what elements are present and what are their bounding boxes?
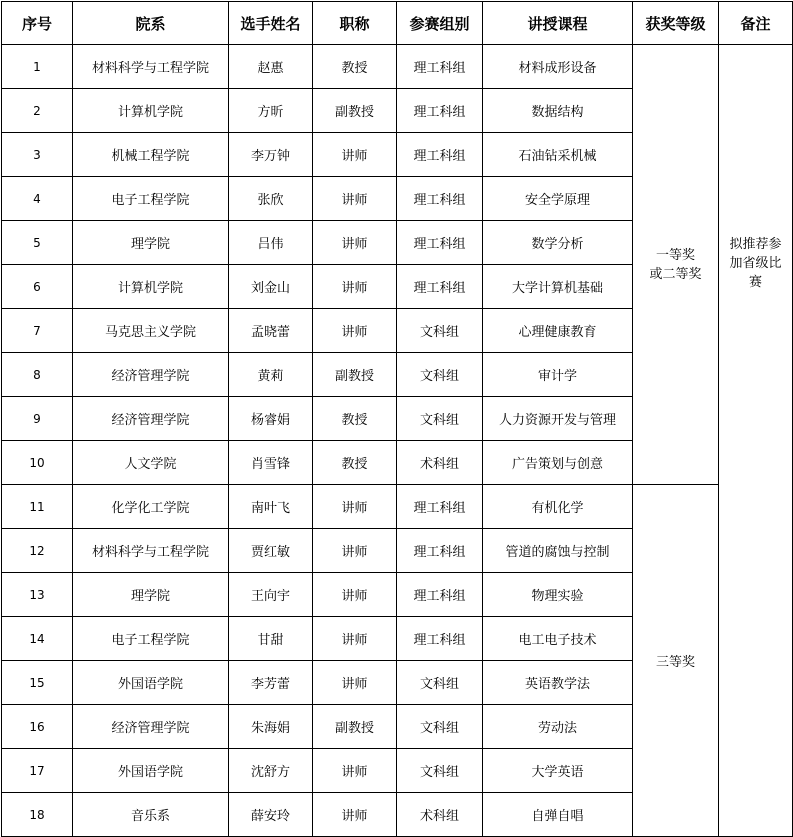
cell-course: 电工电子技术	[483, 617, 633, 661]
cell-dept: 人文学院	[73, 441, 229, 485]
cell-no: 13	[2, 573, 73, 617]
cell-no: 5	[2, 221, 73, 265]
cell-course: 审计学	[483, 353, 633, 397]
header-cell-note: 备注	[719, 2, 793, 45]
cell-no: 9	[2, 397, 73, 441]
cell-no: 14	[2, 617, 73, 661]
cell-group: 文科组	[397, 309, 483, 353]
cell-group: 文科组	[397, 749, 483, 793]
cell-group: 理工科组	[397, 485, 483, 529]
cell-course: 劳动法	[483, 705, 633, 749]
cell-dept: 电子工程学院	[73, 617, 229, 661]
cell-name: 刘金山	[229, 265, 313, 309]
cell-course: 安全学原理	[483, 177, 633, 221]
cell-group: 术科组	[397, 441, 483, 485]
cell-title: 副教授	[313, 89, 397, 133]
cell-name: 王向宇	[229, 573, 313, 617]
cell-course: 心理健康教育	[483, 309, 633, 353]
cell-group: 理工科组	[397, 265, 483, 309]
cell-no: 1	[2, 45, 73, 89]
cell-dept: 经济管理学院	[73, 353, 229, 397]
cell-dept: 经济管理学院	[73, 705, 229, 749]
award-first-line2: 或二等奖	[649, 266, 702, 282]
cell-name: 张欣	[229, 177, 313, 221]
cell-name: 赵惠	[229, 45, 313, 89]
cell-no: 6	[2, 265, 73, 309]
cell-title: 讲师	[313, 749, 397, 793]
cell-group: 理工科组	[397, 529, 483, 573]
cell-no: 17	[2, 749, 73, 793]
cell-group: 理工科组	[397, 573, 483, 617]
cell-course: 物理实验	[483, 573, 633, 617]
award-first-line1: 一等奖	[655, 247, 695, 263]
cell-dept: 计算机学院	[73, 89, 229, 133]
cell-course: 英语教学法	[483, 661, 633, 705]
cell-no: 3	[2, 133, 73, 177]
cell-no: 2	[2, 89, 73, 133]
header-cell-course: 讲授课程	[483, 2, 633, 45]
cell-name: 沈舒方	[229, 749, 313, 793]
cell-title: 讲师	[313, 793, 397, 837]
cell-group: 理工科组	[397, 133, 483, 177]
cell-group: 文科组	[397, 705, 483, 749]
cell-title: 讲师	[313, 221, 397, 265]
cell-name: 孟晓蕾	[229, 309, 313, 353]
cell-group: 理工科组	[397, 89, 483, 133]
cell-no: 18	[2, 793, 73, 837]
cell-course: 人力资源开发与管理	[483, 397, 633, 441]
cell-name: 杨睿娟	[229, 397, 313, 441]
note-line2: 加省级比	[729, 256, 782, 271]
cell-group: 文科组	[397, 397, 483, 441]
cell-group: 文科组	[397, 661, 483, 705]
cell-group: 理工科组	[397, 221, 483, 265]
cell-name: 南叶飞	[229, 485, 313, 529]
cell-title: 讲师	[313, 617, 397, 661]
cell-no: 11	[2, 485, 73, 529]
cell-name: 朱海娟	[229, 705, 313, 749]
cell-no: 7	[2, 309, 73, 353]
cell-course: 数据结构	[483, 89, 633, 133]
cell-no: 10	[2, 441, 73, 485]
cell-course: 数学分析	[483, 221, 633, 265]
cell-dept: 材料科学与工程学院	[73, 529, 229, 573]
cell-no: 16	[2, 705, 73, 749]
header-cell-group: 参赛组别	[397, 2, 483, 45]
cell-title: 教授	[313, 441, 397, 485]
cell-course: 材料成形设备	[483, 45, 633, 89]
cell-no: 8	[2, 353, 73, 397]
header-row	[2, 2, 793, 45]
cell-title: 讲师	[313, 265, 397, 309]
cell-name: 甘甜	[229, 617, 313, 661]
cell-dept: 理学院	[73, 221, 229, 265]
cell-dept: 计算机学院	[73, 265, 229, 309]
cell-dept: 材料科学与工程学院	[73, 45, 229, 89]
cell-title: 讲师	[313, 529, 397, 573]
cell-group: 文科组	[397, 353, 483, 397]
cell-no: 12	[2, 529, 73, 573]
award-table	[1, 1, 793, 837]
cell-title: 讲师	[313, 177, 397, 221]
cell-course: 广告策划与创意	[483, 441, 633, 485]
cell-dept: 外国语学院	[73, 661, 229, 705]
cell-name: 贾红敏	[229, 529, 313, 573]
cell-name: 肖雪锋	[229, 441, 313, 485]
cell-group: 理工科组	[397, 45, 483, 89]
cell-dept: 理学院	[73, 573, 229, 617]
cell-course: 大学计算机基础	[483, 265, 633, 309]
cell-name: 薛安玲	[229, 793, 313, 837]
cell-title: 讲师	[313, 485, 397, 529]
note-line1: 拟推荐参	[729, 237, 782, 252]
cell-no: 4	[2, 177, 73, 221]
cell-course: 有机化学	[483, 485, 633, 529]
header-cell-title: 职称	[313, 2, 397, 45]
award-cell-first	[633, 45, 719, 485]
cell-name: 李万钟	[229, 133, 313, 177]
header-cell-name: 选手姓名	[229, 2, 313, 45]
cell-name: 李芳蕾	[229, 661, 313, 705]
note-cell	[719, 45, 793, 837]
cell-name: 黄莉	[229, 353, 313, 397]
cell-no: 15	[2, 661, 73, 705]
award-cell-third: 三等奖	[633, 485, 719, 837]
header-cell-dept: 院系	[73, 2, 229, 45]
cell-dept: 马克思主义学院	[73, 309, 229, 353]
cell-title: 教授	[313, 45, 397, 89]
header-cell-award: 获奖等级	[633, 2, 719, 45]
cell-course: 自弹自唱	[483, 793, 633, 837]
cell-name: 方昕	[229, 89, 313, 133]
cell-dept: 化学化工学院	[73, 485, 229, 529]
cell-title: 讲师	[313, 573, 397, 617]
cell-name: 吕伟	[229, 221, 313, 265]
cell-title: 讲师	[313, 133, 397, 177]
cell-title: 副教授	[313, 705, 397, 749]
cell-group: 术科组	[397, 793, 483, 837]
cell-group: 理工科组	[397, 177, 483, 221]
cell-course: 大学英语	[483, 749, 633, 793]
cell-title: 讲师	[313, 661, 397, 705]
cell-group: 理工科组	[397, 617, 483, 661]
cell-course: 石油钻采机械	[483, 133, 633, 177]
cell-title: 教授	[313, 397, 397, 441]
note-line3: 赛	[748, 275, 762, 290]
cell-dept: 电子工程学院	[73, 177, 229, 221]
cell-dept: 外国语学院	[73, 749, 229, 793]
cell-title: 副教授	[313, 353, 397, 397]
table-row	[2, 45, 793, 89]
table-row	[2, 485, 793, 529]
cell-dept: 机械工程学院	[73, 133, 229, 177]
cell-dept: 经济管理学院	[73, 397, 229, 441]
cell-title: 讲师	[313, 309, 397, 353]
cell-course: 管道的腐蚀与控制	[483, 529, 633, 573]
cell-dept: 音乐系	[73, 793, 229, 837]
header-cell-no: 序号	[2, 2, 73, 45]
